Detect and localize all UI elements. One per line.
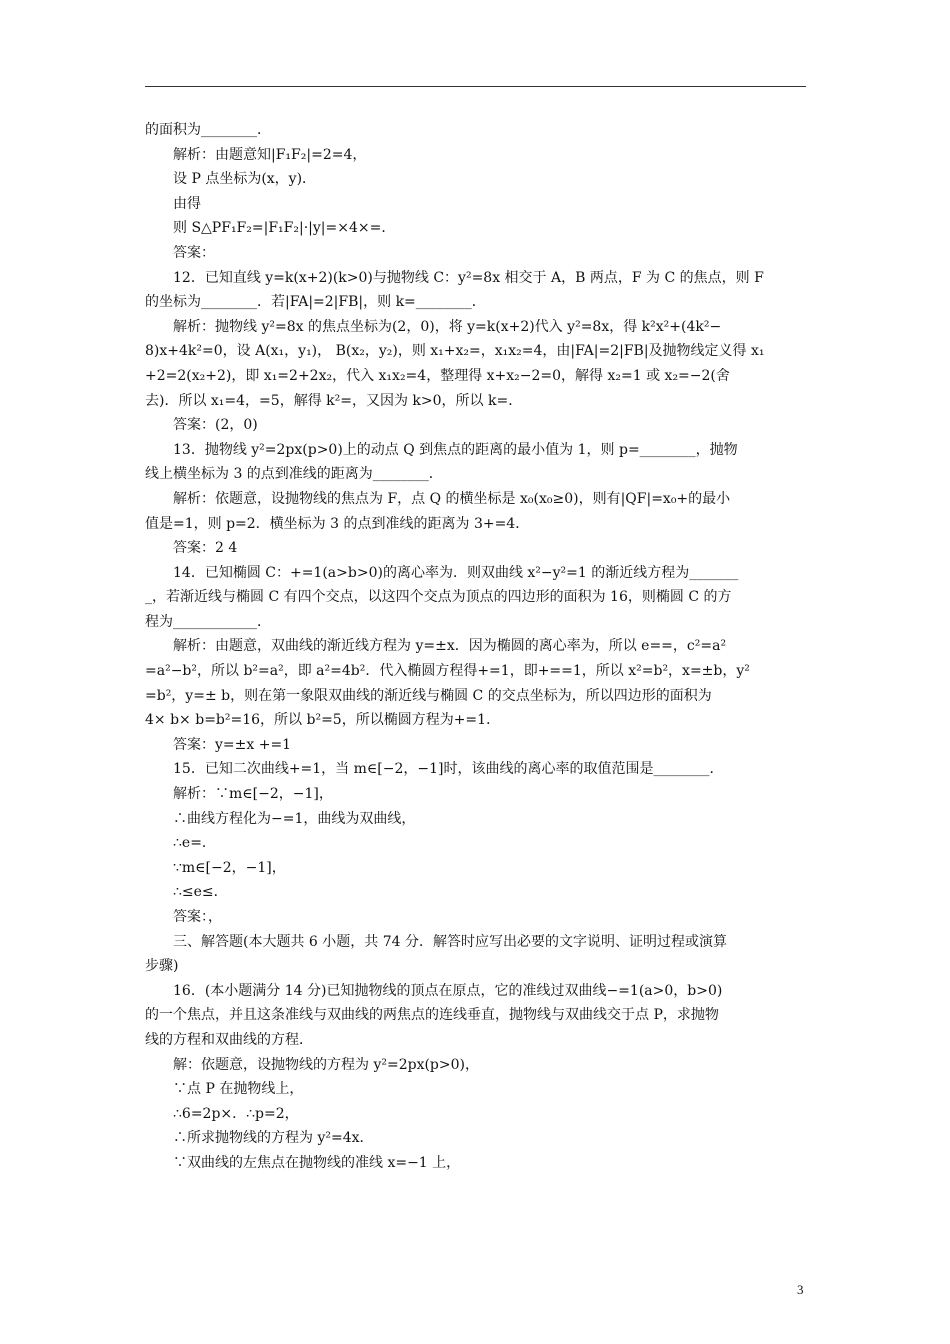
text-line: 解析：由题意，双曲线的渐近线方程为 y=±x．因为椭圆的离心率为，所以 e==，c²=a² <box>173 638 727 655</box>
text-line: 解析：抛物线 y²=8x 的焦点坐标为(2，0)，将 y=k(x+2)代入 y²=8x，得 k²x²+(4k²− <box>173 318 722 335</box>
text-line: 由得 <box>173 195 201 212</box>
header-rule <box>145 86 806 87</box>
text-line: ∵m∈[−2，−1]， <box>173 859 286 876</box>
text-line: 线的方程和双曲线的方程． <box>145 1031 313 1048</box>
page-number: 3 <box>797 1282 804 1297</box>
text-line: 解析：依题意，设抛物线的焦点为 F，点 Q 的横坐标是 x₀(x₀≥0)，则有|QF|=x₀+的最小 <box>173 490 731 507</box>
text-line: 设 P 点坐标为(x，y)． <box>173 171 317 188</box>
text-line: 答案：， <box>173 909 222 925</box>
text-line: 步骤) <box>145 958 179 975</box>
text-line: 三、解答题(本大题共 6 小题，共 74 分．解答时应写出必要的文字说明、证明过程或演算 <box>173 933 727 950</box>
text-line: +2=2(x₂+2)，即 x₁=2+2x₂，代入 x₁x₂=4，整理得 x+x₂−2=0，解得 x₂=1 或 x₂=−2(舍 <box>145 367 730 384</box>
text-line: 程为____________． <box>145 613 271 630</box>
text-line: _，若渐近线与椭圆 C 有四个交点，以这四个交点为顶点的四边形的面积为 16，则椭圆 C 的方 <box>145 589 732 606</box>
text-line: ∴6=2p×．∴p=2， <box>173 1105 299 1122</box>
text-line: 值是=1，则 p=2．横坐标为 3 的点到准线的距离为 3+=4． <box>145 515 530 532</box>
text-line: 13．抛物线 y²=2px(p>0)上的动点 Q 到焦点的距离的最小值为 1，则 p=________，抛物 <box>173 441 738 458</box>
text-line: 14．已知椭圆 C：+=1(a>b>0)的离心率为．则双曲线 x²−y²=1 的渐近线方程为_______ <box>173 564 739 581</box>
text-line: 16．(本小题满分 14 分)已知抛物线的顶点在原点，它的准线过双曲线−=1(a>0，b>0) <box>173 982 723 999</box>
text-line: 解析：由题意知|F₁F₂|=2=4， <box>173 146 367 163</box>
text-line: 的坐标为________．若|FA|=2|FB|，则 k=________． <box>145 294 486 311</box>
text-line: =a²−b²，所以 b²=a²，即 a²=4b²．代入椭圆方程得+=1，即+==1，所以 x²=b²，x=±b，y² <box>145 663 750 680</box>
text-line: 的面积为________． <box>145 122 271 138</box>
text-line: 12．已知直线 y=k(x+2)(k>0)与抛物线 C：y²=8x 相交于 A，B 两点，F 为 C 的焦点，则 F <box>173 269 764 286</box>
text-line: ∵双曲线的左焦点在抛物线的准线 x=−1 上， <box>173 1154 461 1171</box>
text-line: ∴≤e≤． <box>173 884 228 901</box>
text-line: 答案： <box>173 244 215 261</box>
text-line: ∴曲线方程化为−=1，曲线为双曲线， <box>173 810 416 827</box>
text-line: ∴所求抛物线的方程为 y²=4x． <box>173 1130 374 1147</box>
text-line: 答案：(2，0) <box>173 417 258 434</box>
text-line: 解析：∵m∈[−2，−1]， <box>173 786 333 803</box>
text-line: 8)x+4k²=0，设 A(x₁，y₁)， B(x₂，y₂)，则 x₁+x₂=，x₁x₂=4，由|FA|=2|FB|及抛物线定义得 x₁ <box>145 343 765 360</box>
text-line: 的一个焦点，并且这条准线与双曲线的两焦点的连线垂直，抛物线与双曲线交于点 P，求抛物 <box>145 1007 719 1024</box>
text-line: 15．已知二次曲线+=1，当 m∈[−2，−1]时，该曲线的离心率的取值范围是________． <box>173 761 724 778</box>
text-line: 4× b× b=b²=16，所以 b²=5，所以椭圆方程为+=1． <box>145 712 501 729</box>
text-line: 解：依题意，设抛物线的方程为 y²=2px(p>0)， <box>173 1056 479 1073</box>
text-line: 则 S△PF₁F₂=|F₁F₂|·|y|=×4×=． <box>173 220 396 237</box>
text-line: ∵点 P 在抛物线上， <box>173 1081 304 1098</box>
text-line: 线上横坐标为 3 的点到准线的距离为________． <box>145 466 443 483</box>
text-line: ∴e=． <box>173 835 216 852</box>
document-body <box>145 118 807 1176</box>
text-line: =b²，y=± b，则在第一象限双曲线的渐近线与椭圆 C 的交点坐标为，所以四边形的面积为 <box>145 687 712 704</box>
text-line: 答案：y=±x +=1 <box>173 736 292 753</box>
text-line: 答案：2 4 <box>173 540 238 557</box>
text-line: 去)．所以 x₁=4，=5，解得 k²=，又因为 k>0，所以 k=． <box>145 392 523 409</box>
